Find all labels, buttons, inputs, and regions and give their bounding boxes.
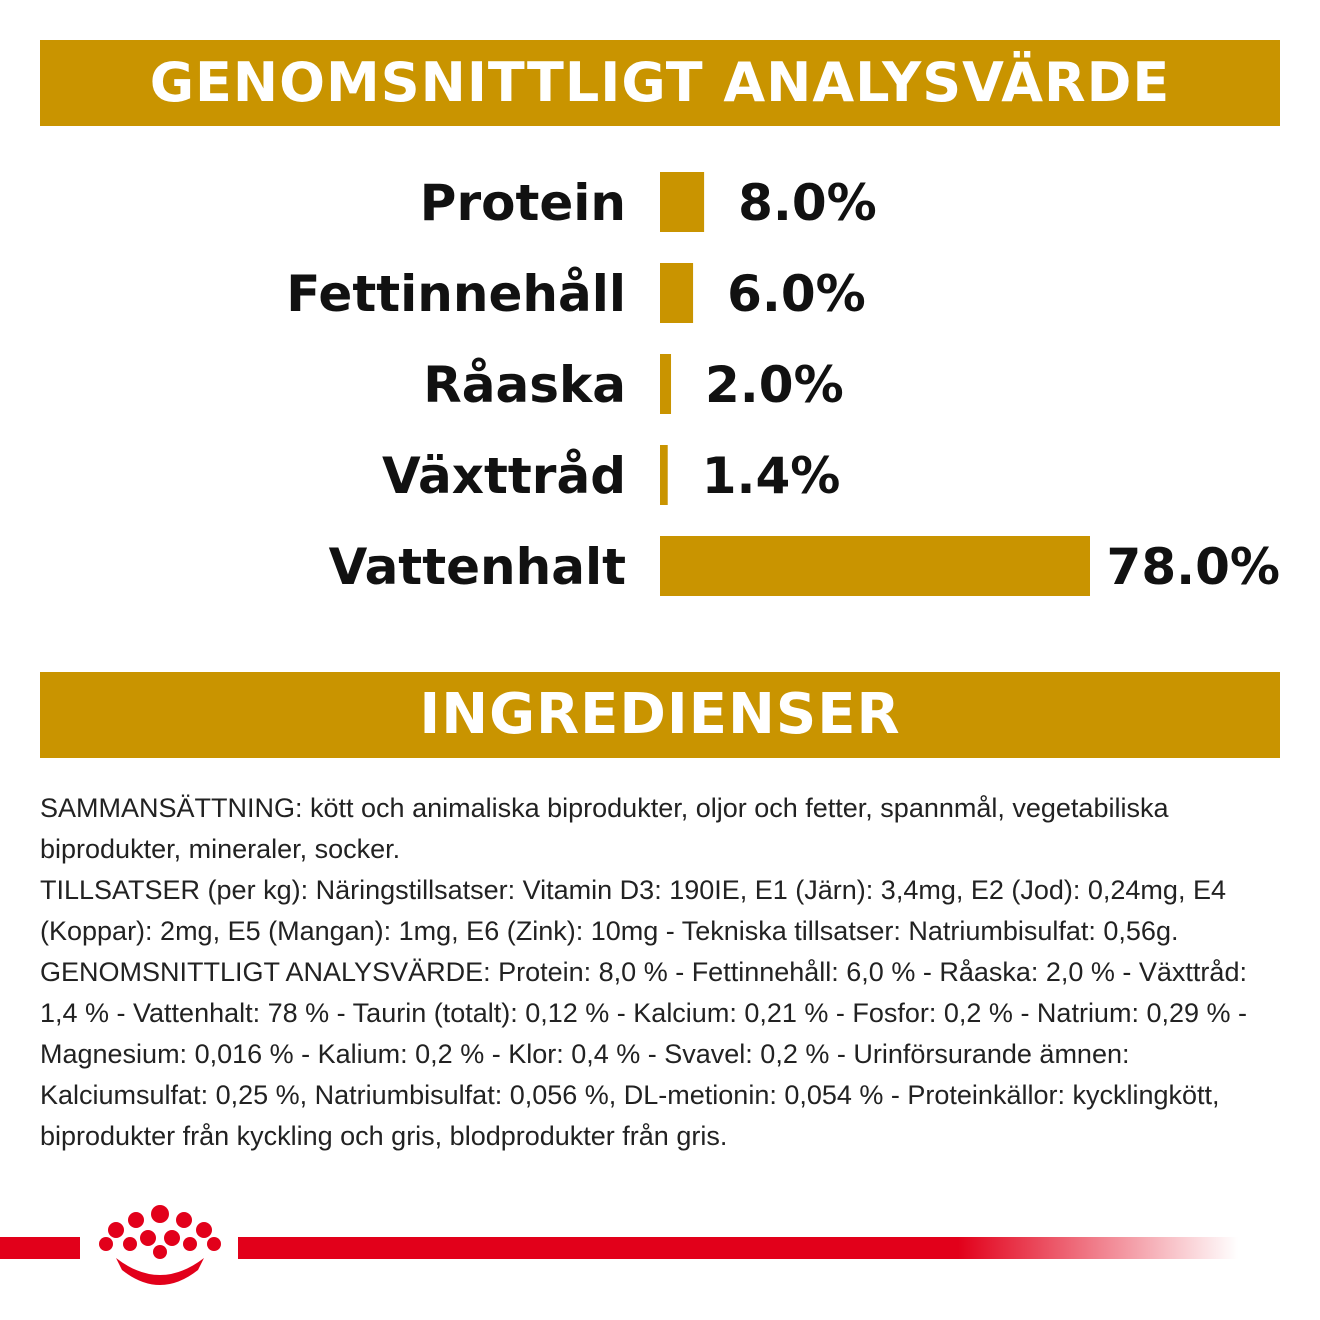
value-label-v-xttr-d: 1.4% (701, 447, 841, 505)
analysis-paragraph: GENOMSNITTLIGT ANALYSVÄRDE: Protein: 8,0 % - Fettinnehåll: 6,0 % - Råaska: 2,0 % - Växttråd: 1,4 % - Vattenhalt: 78 % - Taurin (totalt): 0,12 % - Kalcium: 0,21 % - Fosfor: 0,2 % - Natrium: 0,29 % - Magnesium: 0,016 % - Kalium: 0,2 % - Klor: 0,4 % - Svavel: 0,2 % - Urinförsurande ämnen: Kalciumsulfat: 0,25 %, Natriumbisulfat: 0,056 %, DL-metionin: 0,054 % - Proteinkällor: kycklingkött, biprodukter från kyckling och gris, blodprodukter från gris. (40, 957, 1247, 1151)
bar-fettinneh-ll (660, 263, 693, 323)
crown-icon (99, 1205, 221, 1285)
brand-line-right (238, 1237, 1238, 1259)
brand-strip (0, 1200, 1320, 1300)
ingredients-heading: INGREDIENSER (40, 672, 1280, 758)
category-label-protein: Protein (419, 174, 626, 232)
bar-vattenhalt (660, 536, 1090, 596)
additives-paragraph: TILLSATSER (per kg): Näringstillsatser: Vitamin D3: 190IE, E1 (Järn): 3,4mg, E2 (Jod): 0,24mg, E4 (Koppar): 2mg, E5 (Mangan): 1mg, E6 (Zink): 10mg - Tekniska tillsatser: Natriumbisulfat: 0,56g. (40, 875, 1226, 946)
analysis-heading: GENOMSNITTLIGT ANALYSVÄRDE (40, 40, 1280, 126)
composition-paragraph: SAMMANSÄTTNING: kött och animaliska biprodukter, oljor och fetter, spannmål, vegetabiliska biprodukter, mineraler, socker. (40, 793, 1169, 864)
ingredients-text (40, 788, 1290, 1157)
brand-line-left (0, 1237, 80, 1259)
category-label-v-xttr-d: Växttråd (382, 447, 626, 505)
category-label-r-aska: Råaska (423, 356, 626, 414)
bar-v-xttr-d (660, 445, 668, 505)
value-label-vattenhalt: 78.0% (1106, 538, 1280, 596)
analysis-bar-chart (0, 160, 1320, 620)
bar-r-aska (660, 354, 671, 414)
value-label-r-aska: 2.0% (705, 356, 844, 414)
bar-protein (660, 172, 704, 232)
value-label-protein: 8.0% (738, 174, 877, 232)
category-label-fettinneh-ll: Fettinnehåll (286, 265, 626, 323)
value-label-fettinneh-ll: 6.0% (727, 265, 866, 323)
category-label-vattenhalt: Vattenhalt (328, 538, 626, 596)
